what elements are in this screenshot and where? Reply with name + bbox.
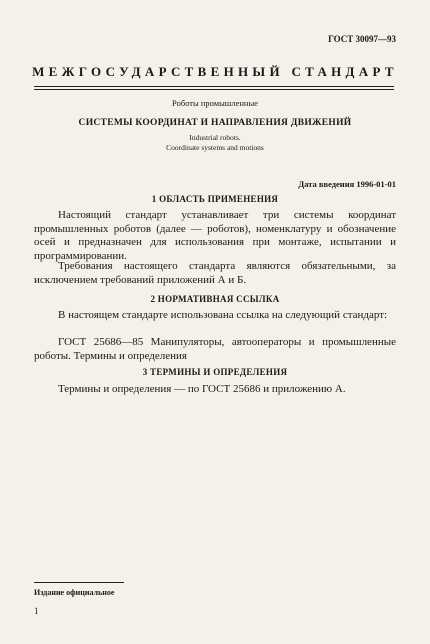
footer-divider: [34, 582, 124, 583]
english-title-line-2: Coordinate systems and motions: [166, 143, 264, 152]
header-divider-top: [34, 86, 394, 87]
edition-label: Издание официальное: [34, 588, 115, 597]
header-divider-bottom: [34, 89, 394, 90]
section-heading-normative-reference: 2 НОРМАТИВНАЯ ССЫЛКА: [150, 294, 280, 304]
section-paragraph: Требования настоящего стандарта являются обязательными, за исключением требований приложений А и Б.: [34, 260, 396, 286]
section-heading-terms: 3 ТЕРМИНЫ И ОПРЕДЕЛЕНИЯ: [142, 367, 288, 377]
english-title-line-1: Industrial robots.: [189, 133, 241, 142]
document-title: СИСТЕМЫ КООРДИНАТ И НАПРАВЛЕНИЯ ДВИЖЕНИЙ: [78, 118, 352, 128]
section-paragraph: Термины и определения — по ГОСТ 25686 и приложению А.: [58, 383, 346, 395]
section-paragraph: Настоящий стандарт устанавливает три системы координат промышленных роботов (далее — роботов), номенклатуру и обозначение осей и предназначен для использования при монтаже, испытании и программировании.: [34, 209, 396, 262]
section-heading-scope: 1 ОБЛАСТЬ ПРИМЕНЕНИЯ: [151, 194, 279, 204]
document-code: ГОСТ 30097—93: [328, 34, 396, 44]
section-paragraph: ГОСТ 25686—85 Манипуляторы, автооператоры и промышленные роботы. Термины и определения: [34, 336, 396, 362]
effective-date: Дата введения 1996-01-01: [298, 179, 396, 189]
page-number: 1: [34, 606, 39, 616]
section-paragraph: В настоящем стандарте использована ссылка на следующий стандарт:: [58, 309, 388, 321]
document-subject: Роботы промышленные: [172, 98, 258, 108]
standard-type-heading: МЕЖГОСУДАРСТВЕННЫЙ СТАНДАРТ: [32, 64, 398, 79]
